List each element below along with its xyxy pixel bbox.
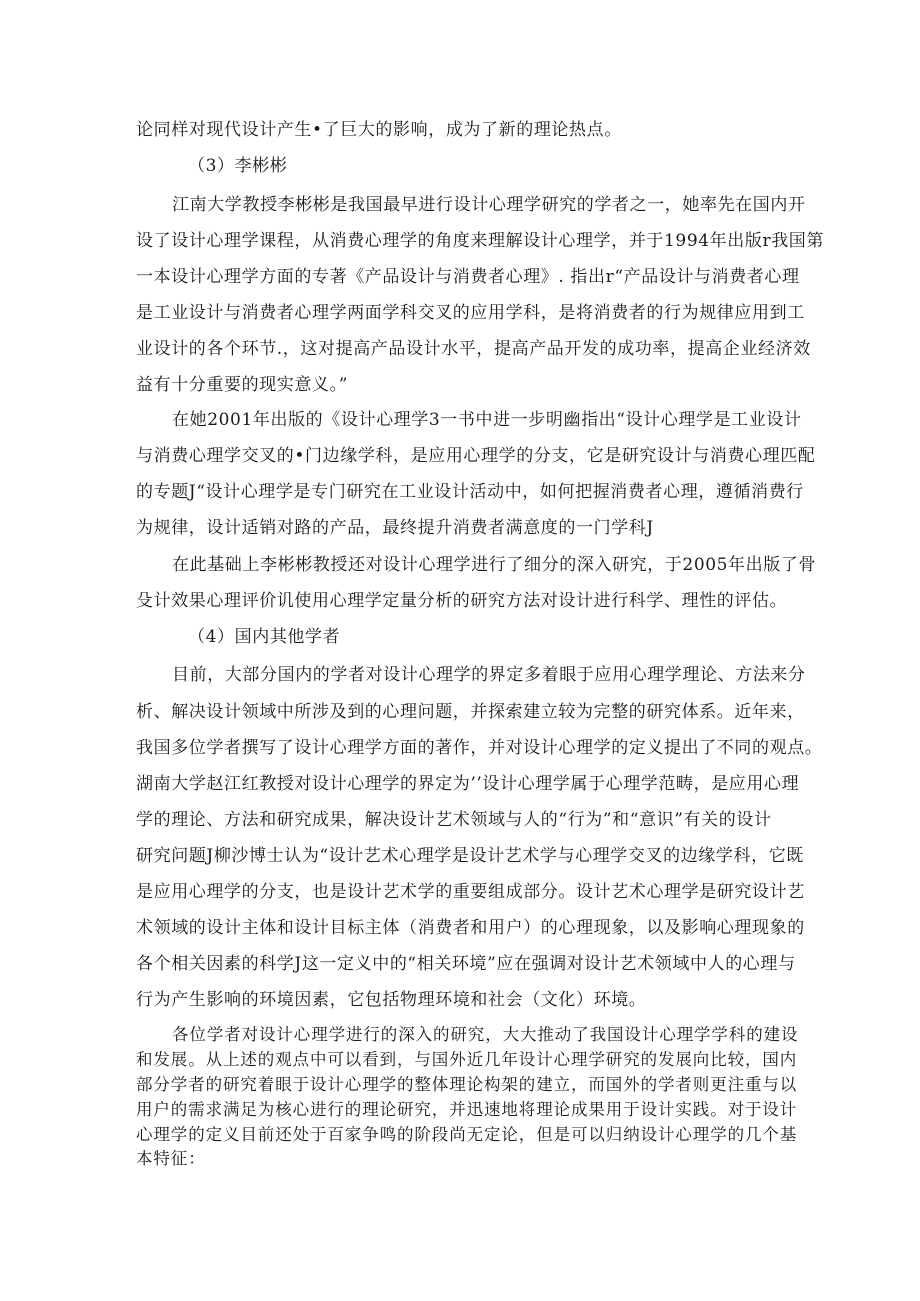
text-line: 是应用心理学的分支，也是设计艺术学的重要组成部分。设计艺术心理学是研究设计艺: [136, 882, 805, 902]
text-line: 用户的需求满足为核心进行的理论研究，并迅速地将理论成果用于设计实践。对于设计: [136, 1100, 798, 1119]
text-line: 的专题J“设计心理学是专门研究在工业设计活动中，如何把握消费者心理，遵循消费行: [136, 482, 804, 502]
text-line: 各位学者对设计心理学进行的深入的研究，大大推动了我国设计心理学学科的建设: [172, 1025, 799, 1044]
text-line: 我国多位学者撰写了设计心理学方面的著作，并对设计心理学的定义提出了不同的观点。: [136, 738, 823, 758]
text-line: 行为产生影响的环境因素，它包括物理环境和社会（文化）环境。: [136, 990, 647, 1010]
text-line: 学的理论、方法和研究成果，解决设计艺术领域与人的“行为”和“意识”有关的设计: [136, 810, 772, 830]
text-line: 江南大学教授李彬彬是我国最早进行设计心理学研究的学者之一，她率先在国内开: [172, 195, 806, 215]
text-line: 一本设计心理学方面的专著《产品设计与消费者心理》. 指出r“产品设计与消费者心理: [136, 267, 800, 287]
text-line: 在此基础上李彬彬教授还对设计心理学进行了细分的深入研究，于2005年出版了骨: [172, 555, 817, 575]
text-line: 在她2001年出版的《设计心理学3一书中进一步明幽指出“设计心理学是工业设计: [172, 410, 802, 430]
text-line: 和发展。从上述的观点中可以看到，与国外近几年设计心理学研究的发展向比较，国内: [136, 1050, 798, 1069]
text-line: 部分学者的研究着眼于设计心理学的整体理论构架的建立，而国外的学者则更注重与以: [136, 1075, 798, 1094]
text-line: 业设计的各个环节.，这对提高产品设计水平，提高产品开发的成功率，提高企业经济效: [136, 339, 811, 359]
text-line: 是工业设计与消费者心理学两面学科交叉的应用学科，是将消费者的行为规律应用到工: [136, 303, 805, 323]
text-line: 各个相关因素的科学J这一定义中的“相关环境”应在强调对设计艺术领域中人的心理与: [136, 954, 796, 974]
section-heading-li-binbin: （3）李彬彬: [188, 156, 288, 176]
section-heading-other-scholars: （4）国内其他学者: [188, 627, 341, 647]
text-line: 研究问题J柳沙博士认为“设计艺术心理学是设计艺术学与心理学交叉的边缘学科，它既: [136, 846, 804, 866]
text-line: 心理学的定义目前还处于百家争鸣的阶段尚无定论，但是可以归纳设计心理学的几个基: [136, 1125, 798, 1144]
text-line: 设了设计心理学课程，从消费心理学的角度来理解设计心理学，并于1994年出版r我国第: [136, 231, 824, 251]
text-line: 析、解决设计领域中所涉及到的心理问题，并探索建立较为完整的研究体系。近年来，: [136, 702, 805, 722]
text-line: 目前，大部分国内的学者对设计心理学的界定多着眼于应用心理学理论、方法来分: [172, 665, 806, 685]
text-line: 论同样对现代设计产生•了巨大的影响，成为了新的理论热点。: [136, 120, 622, 140]
text-line: 殳计效果心理评价讥使用心理学定量分析的研究方法对设计进行科学、理性的评估。: [136, 591, 788, 611]
text-line: 益有十分重要的现实意义。”: [136, 375, 348, 395]
text-line: 术领域的设计主体和设计目标主体（消费者和用户）的心理现象，以及影响心理现象的: [136, 918, 805, 938]
text-line: 与消费心理学交叉的•门边缘学科，是应用心理学的分支，它是研究设计与消费心理匹配: [136, 446, 816, 466]
text-line: 湖南大学赵江红教授对设计心理学的界定为’’设计心理学属于心理学范畴，是应用心理: [136, 774, 800, 794]
text-line: 本特征：: [136, 1149, 206, 1168]
text-line: 为规律，设计适销对路的产品，最终提升消费者满意度的一门学科J: [136, 518, 654, 538]
